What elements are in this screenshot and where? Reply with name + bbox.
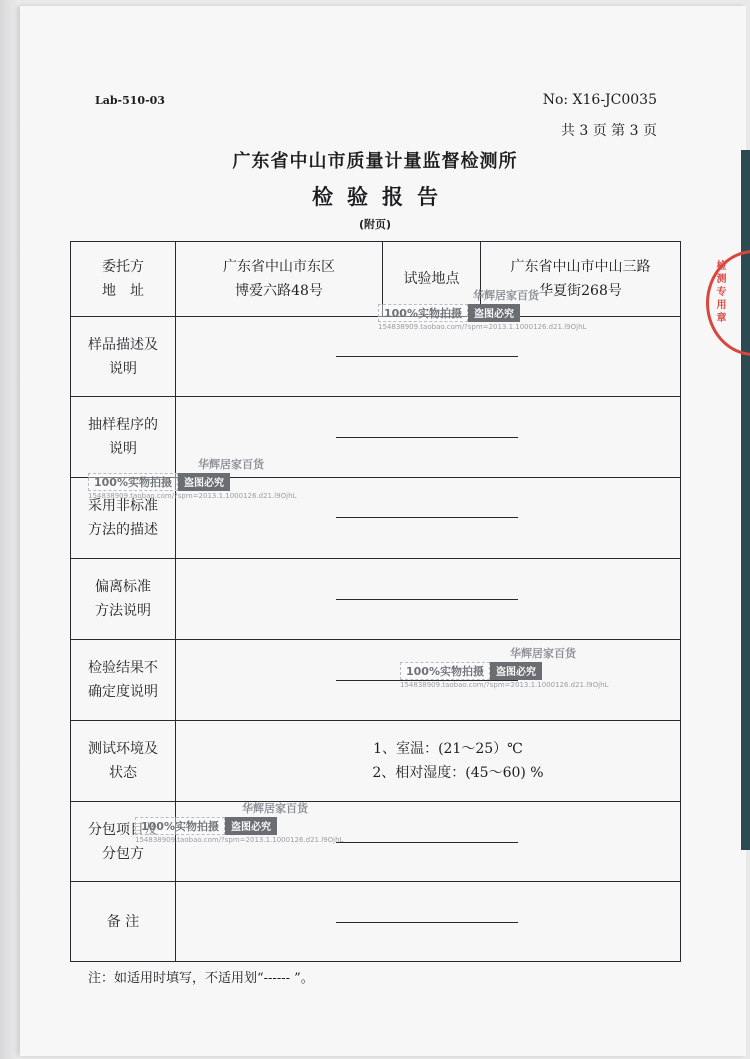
- blank-line: [336, 922, 518, 923]
- relative-humidity: 2、相对湿度：(45～60) %: [372, 765, 544, 781]
- address-row: [71, 242, 681, 317]
- blank-line: [336, 599, 518, 600]
- institute-title: 广东省中山市质量计量监督检测所: [232, 151, 518, 172]
- sample-description-row: [71, 317, 681, 397]
- watermark: 华辉居家百货 100%实物拍摄 盗图必究 154838909.taobao.com/?spm=2013.1.1000126.d21.l9OjhL: [135, 802, 344, 844]
- watermark: 华辉居家百货 100%实物拍摄 盗图必究 154838909.taobao.com/?spm=2013.1.1000126.d21.l9OjhL: [400, 647, 609, 689]
- remarks-row: [71, 882, 681, 962]
- row-label: 分包项目及 分包方: [71, 802, 176, 882]
- report-title: 检验报告: [312, 185, 452, 209]
- appendix-label: (附页): [358, 218, 392, 231]
- client-address-label: 委托方 地 址: [71, 242, 176, 317]
- row-label: 抽样程序的 说明: [71, 397, 176, 478]
- footnote: 注：如适用时填写，不适用划“------ ”。: [88, 971, 314, 986]
- test-environment-value: [176, 721, 681, 802]
- inspection-table: [70, 241, 681, 962]
- test-environment-row: [71, 721, 681, 802]
- watermark: 华辉居家百货 100%实物拍摄 盗图必究 154838909.taobao.com/?spm=2013.1.1000126.d21.l9OjhL: [378, 289, 587, 331]
- row-value-blank: [176, 882, 681, 962]
- room-temperature: 1、室温：(21～25）℃: [373, 741, 523, 757]
- official-seal: [706, 240, 750, 360]
- test-location-label: 试验地点: [383, 242, 481, 317]
- row-label: 样品描述及 说明: [71, 317, 176, 397]
- seal-text: 检测专用章: [714, 260, 725, 325]
- deviation-method-row: [71, 559, 681, 640]
- row-label: 采用非标准 方法的描述: [71, 478, 176, 559]
- blank-line: [336, 517, 518, 518]
- blank-line: [336, 437, 518, 438]
- blank-line: [336, 842, 518, 843]
- row-label: 检验结果不 确定度说明: [71, 640, 176, 721]
- row-label: 备 注: [71, 882, 176, 962]
- watermark: 华辉居家百货 100%实物拍摄 盗图必究 154838909.taobao.com/?spm=2013.1.1000126.d21.l9OjhL: [88, 458, 297, 500]
- row-label: 测试环境及 状态: [71, 721, 176, 802]
- row-label: 偏离标准 方法说明: [71, 559, 176, 640]
- test-location-value: 广东省中山市中山三路 华夏街268号: [481, 242, 681, 317]
- page-info: 共 3 页 第 3 页: [560, 123, 657, 139]
- row-value-blank: [176, 559, 681, 640]
- blank-line: [336, 356, 518, 357]
- form-code: Lab-510-03: [95, 94, 165, 107]
- client-address-value: 广东省中山市东区 博爱六路48号: [176, 242, 383, 317]
- report-number: No: X16-JC0035: [542, 92, 657, 108]
